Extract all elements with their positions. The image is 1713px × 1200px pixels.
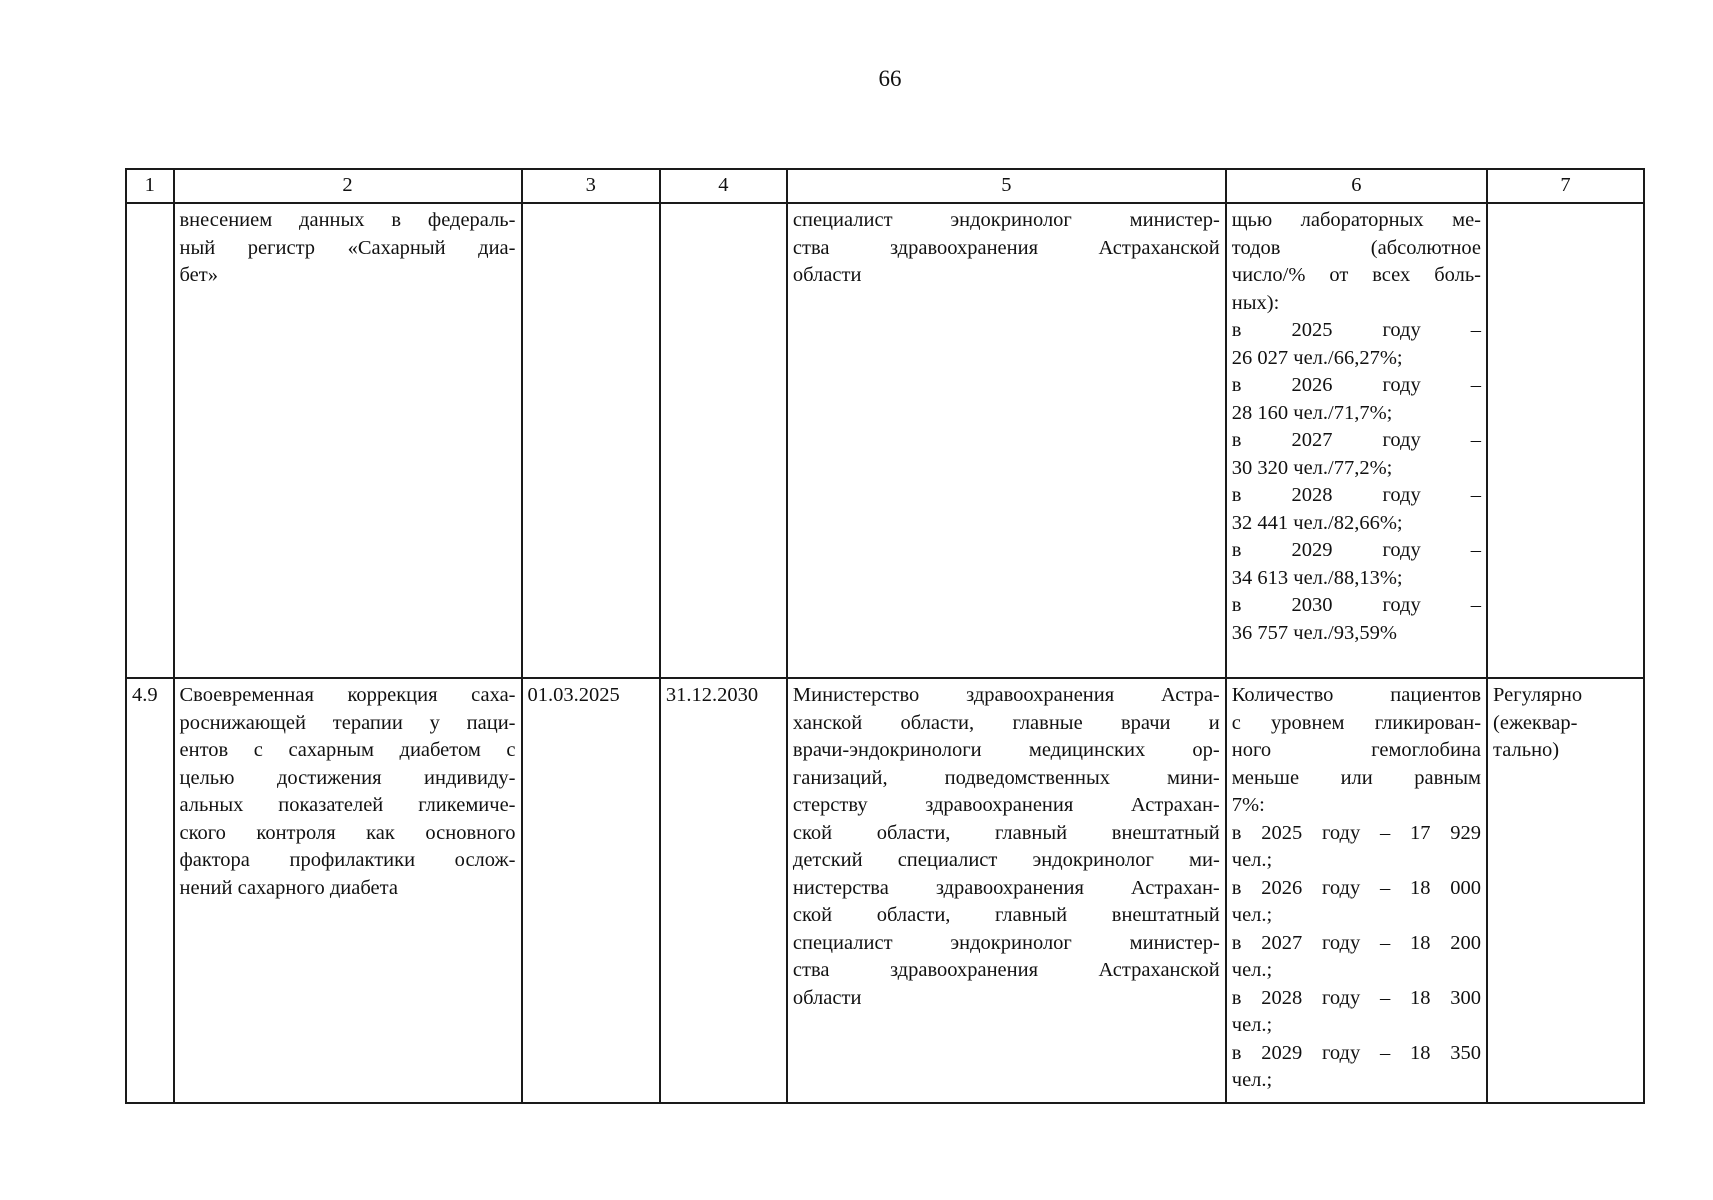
cell-text-line: области xyxy=(792,986,862,1009)
header-cell-6: 6 xyxy=(1226,169,1487,203)
cell-text-line: тально) xyxy=(1493,739,1560,761)
cell-end-date: 31.12.2030 xyxy=(660,678,787,1103)
cell-text-line: ханской области, главные врачи и xyxy=(792,711,1220,734)
header-cell-7: 7 xyxy=(1487,169,1644,203)
cell-activity xyxy=(174,203,522,678)
cell-text-line: (ежеквар- xyxy=(1493,711,1578,734)
cell-text-line: Регулярно xyxy=(1493,684,1583,706)
cell-text-line: Министерство здравоохранения Астра- xyxy=(792,684,1220,706)
cell-text-line: в 2028 году – xyxy=(1231,484,1482,506)
cell-frequency xyxy=(1487,203,1644,678)
cell-frequency xyxy=(1487,678,1644,1103)
cell-text-line: 30 320 чел./77,2%; xyxy=(1231,456,1393,479)
cell-text-line: ный регистр «Сахарный диа- xyxy=(179,236,516,259)
cell-text-line: чел.; xyxy=(1231,959,1273,981)
cell-text-line: ганизаций, подведомственных мини- xyxy=(792,766,1220,789)
cell-text-line: 36 757 чел./93,59% xyxy=(1231,621,1397,644)
cell-text-line: области xyxy=(792,264,862,286)
cell-text-line: число/% от всех боль- xyxy=(1231,264,1482,286)
cell-text-line: тодов (абсолютное xyxy=(1231,236,1482,259)
header-cell-2: 2 xyxy=(174,169,522,203)
cell-text-line: чел.; xyxy=(1231,1014,1273,1036)
cell-text-line: 28 160 чел./71,7%; xyxy=(1231,401,1393,424)
cell-text-line: в 2029 году – xyxy=(1231,539,1482,561)
cell-activity xyxy=(174,678,522,1103)
cell-text-line: ентов с сахарным диабетом с xyxy=(179,739,516,761)
cell-text-line: чел.; xyxy=(1231,1069,1273,1091)
cell-indicator xyxy=(1226,203,1487,678)
table-row-4-9 xyxy=(126,678,1644,1103)
cell-text-line: меньше или равным xyxy=(1231,766,1482,789)
cell-number: 4.9 xyxy=(126,678,174,1103)
cell-text-line: специалист эндокринолог министер- xyxy=(792,931,1220,954)
cell-text-line: Своевременная коррекция саха- xyxy=(179,684,516,706)
cell-text-line: в 2027 году – xyxy=(1231,429,1482,451)
table-row-continuation xyxy=(126,203,1644,678)
cell-text-line: нений сахарного диабета xyxy=(179,876,398,899)
cell-text-line: 7%: xyxy=(1231,794,1265,816)
cell-text-line: детский специалист эндокринолог ми- xyxy=(792,849,1220,871)
plan-table xyxy=(125,168,1645,1104)
header-cell-4: 4 xyxy=(660,169,787,203)
cell-text-line: в 2027 году – 18 200 xyxy=(1231,931,1482,954)
cell-text-line: 32 441 чел./82,66%; xyxy=(1231,511,1403,534)
cell-text-line: ской области, главный внештатный xyxy=(792,821,1220,844)
cell-indicator xyxy=(1226,678,1487,1103)
page-number: 66 xyxy=(878,66,902,91)
cell-text-line: 26 027 чел./66,27%; xyxy=(1231,346,1403,369)
cell-start-date xyxy=(522,203,660,678)
cell-text-line: целью достижения индивиду- xyxy=(179,766,516,789)
header-cell-3: 3 xyxy=(522,169,660,203)
cell-text-line: фактора профилактики ослож- xyxy=(179,849,516,871)
header-cell-1: 1 xyxy=(126,169,174,203)
cell-responsible xyxy=(787,678,1226,1103)
cell-text-line: врачи-эндокринологи медицинских ор- xyxy=(792,739,1220,761)
cell-text-line: в 2026 году – xyxy=(1231,374,1482,396)
cell-text-line: внесением данных в федераль- xyxy=(179,209,516,231)
cell-text-line: в 2026 году – 18 000 xyxy=(1231,876,1482,899)
cell-text-line: альных показателей гликемиче- xyxy=(179,794,516,816)
header-row xyxy=(126,169,1644,203)
cell-text-line: ного гемоглобина xyxy=(1231,739,1482,761)
cell-text-line: ства здравоохранения Астраханской xyxy=(792,959,1220,981)
cell-text-line: ского контроля как основного xyxy=(179,821,516,844)
cell-text-line: в 2030 году – xyxy=(1231,594,1482,616)
cell-end-date xyxy=(660,203,787,678)
cell-text-line: в 2025 году – 17 929 xyxy=(1231,821,1482,844)
cell-start-date: 01.03.2025 xyxy=(522,678,660,1103)
cell-text-line: в 2025 году – xyxy=(1231,319,1482,341)
cell-text-line: Количество пациентов xyxy=(1231,684,1482,706)
cell-text-line: бет» xyxy=(179,264,218,286)
cell-text-line: чел.; xyxy=(1231,849,1273,871)
cell-text-line: ных): xyxy=(1231,291,1280,314)
cell-text-line: нистерства здравоохранения Астрахан- xyxy=(792,876,1220,899)
header-cell-5: 5 xyxy=(787,169,1226,203)
cell-text-line: стерству здравоохранения Астрахан- xyxy=(792,794,1220,816)
cell-text-line: с уровнем гликирован- xyxy=(1231,711,1482,734)
cell-text-line: 34 613 чел./88,13%; xyxy=(1231,566,1403,589)
cell-text-line: в 2029 году – 18 350 xyxy=(1231,1041,1482,1064)
cell-text-line: чел.; xyxy=(1231,904,1273,926)
cell-text-line: в 2028 году – 18 300 xyxy=(1231,986,1482,1009)
cell-responsible xyxy=(787,203,1226,678)
cell-text-line: роснижающей терапии у паци- xyxy=(179,711,516,734)
cell-text-line: щью лабораторных ме- xyxy=(1231,209,1482,231)
cell-text-line: ской области, главный внештатный xyxy=(792,904,1220,926)
cell-number xyxy=(126,203,174,678)
cell-text-line: ства здравоохранения Астраханской xyxy=(792,236,1220,259)
cell-text-line: специалист эндокринолог министер- xyxy=(792,209,1220,231)
